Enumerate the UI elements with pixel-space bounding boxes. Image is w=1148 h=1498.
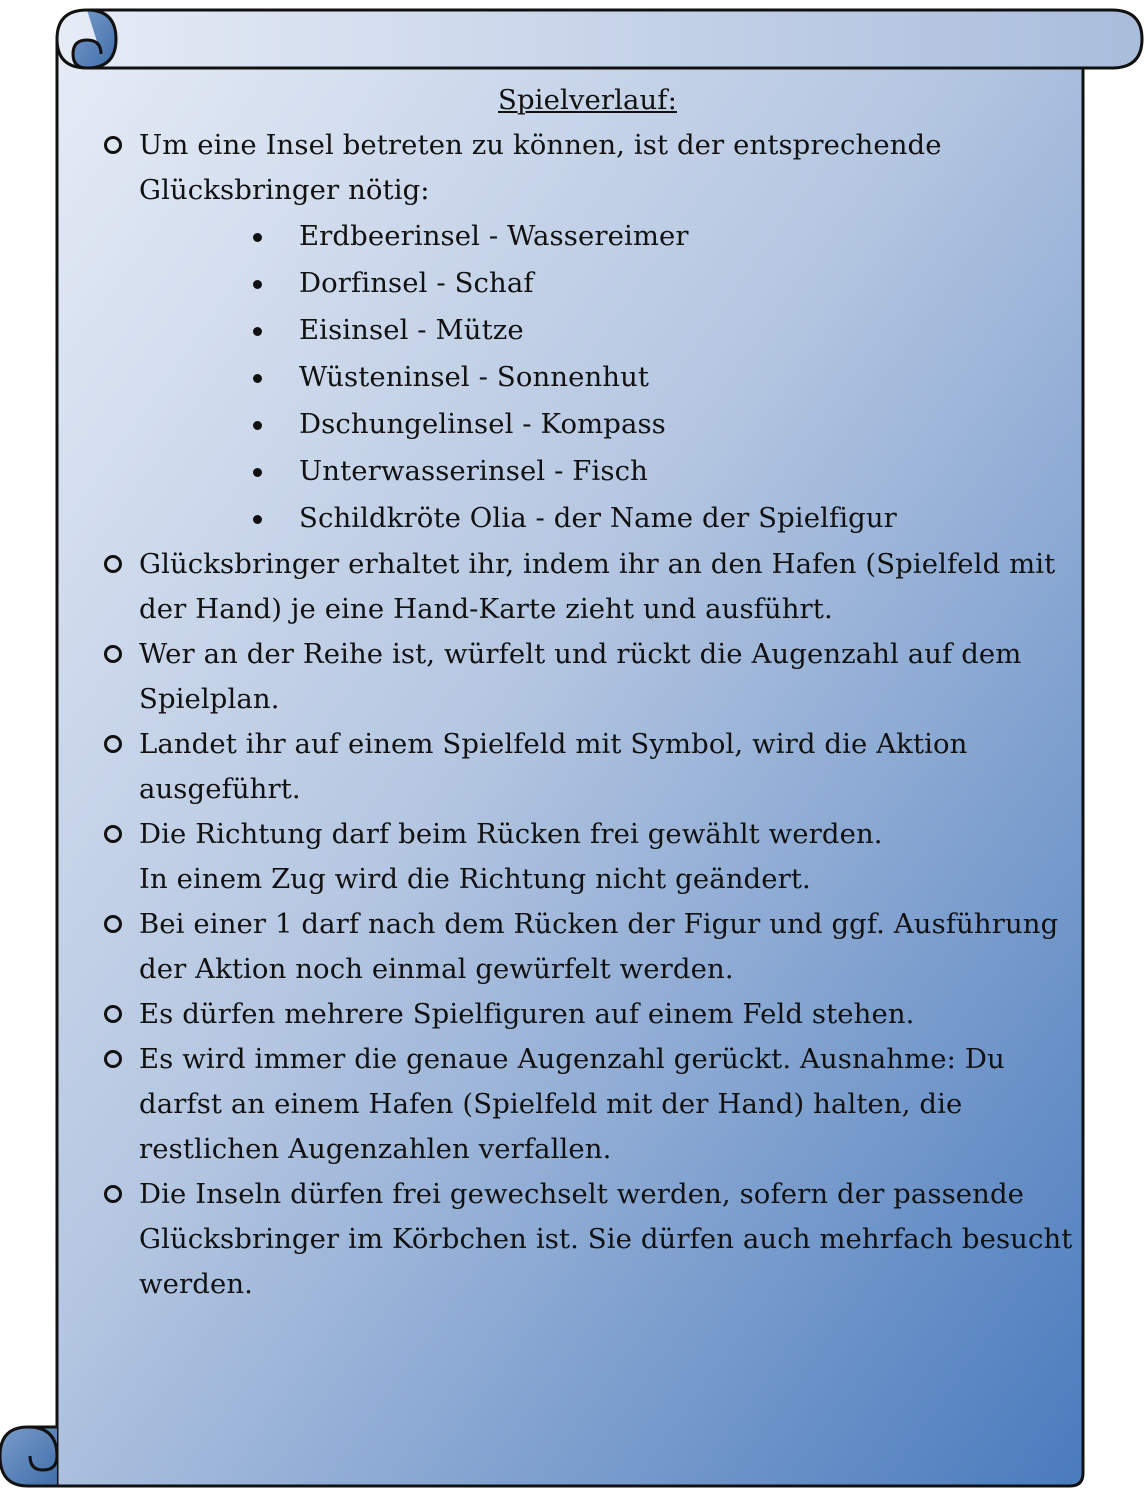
list-item-text: Es wird immer die genaue Augenzahl gerückt. Ausnahme: Du xyxy=(139,1043,1005,1075)
hollow-circle-bullet-icon xyxy=(104,825,122,843)
list-item-text: werden. xyxy=(139,1268,253,1300)
scroll-bottom-curl xyxy=(0,1427,57,1486)
sub-list-item xyxy=(139,495,1085,542)
list-item xyxy=(100,542,1085,632)
list-item xyxy=(100,632,1085,722)
sub-list-item-text: Erdbeerinsel - Wassereimer xyxy=(299,220,689,252)
list-item-text: Bei einer 1 darf nach dem Rücken der Figur und ggf. Ausführung xyxy=(139,908,1059,940)
list-item-text: Landet ihr auf einem Spielfeld mit Symbol, wird die Aktion xyxy=(139,728,968,760)
page-title: Spielverlauf: xyxy=(498,84,677,116)
filled-dot-bullet-icon xyxy=(253,421,262,430)
hollow-circle-bullet-icon xyxy=(104,1005,122,1023)
list-item-text: der Hand) je eine Hand-Karte zieht und ausführt. xyxy=(139,593,833,625)
list-item-text: ausgeführt. xyxy=(139,773,301,805)
list-item-text: In einem Zug wird die Richtung nicht geändert. xyxy=(139,863,811,895)
sub-list-item-text: Wüsteninsel - Sonnenhut xyxy=(299,361,650,393)
hollow-circle-bullet-icon xyxy=(104,915,122,933)
sub-list-item-text: Unterwasserinsel - Fisch xyxy=(299,455,648,487)
filled-dot-bullet-icon xyxy=(253,233,262,242)
list-item-text: Wer an der Reihe ist, würfelt und rückt die Augenzahl auf dem xyxy=(139,638,1022,670)
filled-dot-bullet-icon xyxy=(253,327,262,336)
sub-list-item-text: Eisinsel - Mütze xyxy=(299,314,524,346)
hollow-circle-bullet-icon xyxy=(104,1185,122,1203)
sub-list-item xyxy=(139,213,1085,260)
sub-list-item-text: Dschungelinsel - Kompass xyxy=(299,408,666,440)
list-item-text: Um eine Insel betreten zu können, ist der entsprechende xyxy=(139,129,942,161)
list-item xyxy=(100,123,1085,542)
list-item-text: der Aktion noch einmal gewürfelt werden. xyxy=(139,953,734,985)
hollow-circle-bullet-icon xyxy=(104,555,122,573)
filled-dot-bullet-icon xyxy=(253,468,262,477)
sub-list-item-text: Schildkröte Olia - der Name der Spielfigur xyxy=(299,502,897,534)
list-item xyxy=(100,1172,1085,1307)
list-item xyxy=(100,812,1085,902)
list-item-text: Die Richtung darf beim Rücken frei gewählt werden. xyxy=(139,818,883,850)
hollow-circle-bullet-icon xyxy=(104,136,122,154)
list-item-text: darfst an einem Hafen (Spielfeld mit der Hand) halten, die xyxy=(139,1088,963,1120)
list-item xyxy=(100,1037,1085,1172)
sub-list-item xyxy=(139,354,1085,401)
list-item xyxy=(100,992,1085,1037)
list-item-text: Die Inseln dürfen frei gewechselt werden, sofern der passende xyxy=(139,1178,1025,1210)
sub-list-item xyxy=(139,260,1085,307)
filled-dot-bullet-icon xyxy=(253,515,262,524)
sub-list-item xyxy=(139,401,1085,448)
filled-dot-bullet-icon xyxy=(253,280,262,289)
list-item-text: Spielplan. xyxy=(139,683,280,715)
list-item xyxy=(100,902,1085,992)
list-item-text: restlichen Augenzahlen verfallen. xyxy=(139,1133,612,1165)
rules-list xyxy=(100,123,1085,1307)
sub-list-item xyxy=(139,307,1085,354)
sub-list-item-text: Dorfinsel - Schaf xyxy=(299,267,534,299)
sub-list xyxy=(139,213,1085,542)
list-item-text: Glücksbringer nötig: xyxy=(139,174,430,206)
sub-list-item xyxy=(139,448,1085,495)
list-item-text: Glücksbringer erhaltet ihr, indem ihr an den Hafen (Spielfeld mit xyxy=(139,548,1056,580)
hollow-circle-bullet-icon xyxy=(104,1050,122,1068)
filled-dot-bullet-icon xyxy=(253,374,262,383)
list-item xyxy=(100,722,1085,812)
list-item-text: Es dürfen mehrere Spielfiguren auf einem Feld stehen. xyxy=(139,998,915,1030)
list-item-text: Glücksbringer im Körbchen ist. Sie dürfen auch mehrfach besucht xyxy=(139,1223,1073,1255)
scroll-top-roll xyxy=(57,10,1142,68)
hollow-circle-bullet-icon xyxy=(104,645,122,663)
hollow-circle-bullet-icon xyxy=(104,735,122,753)
